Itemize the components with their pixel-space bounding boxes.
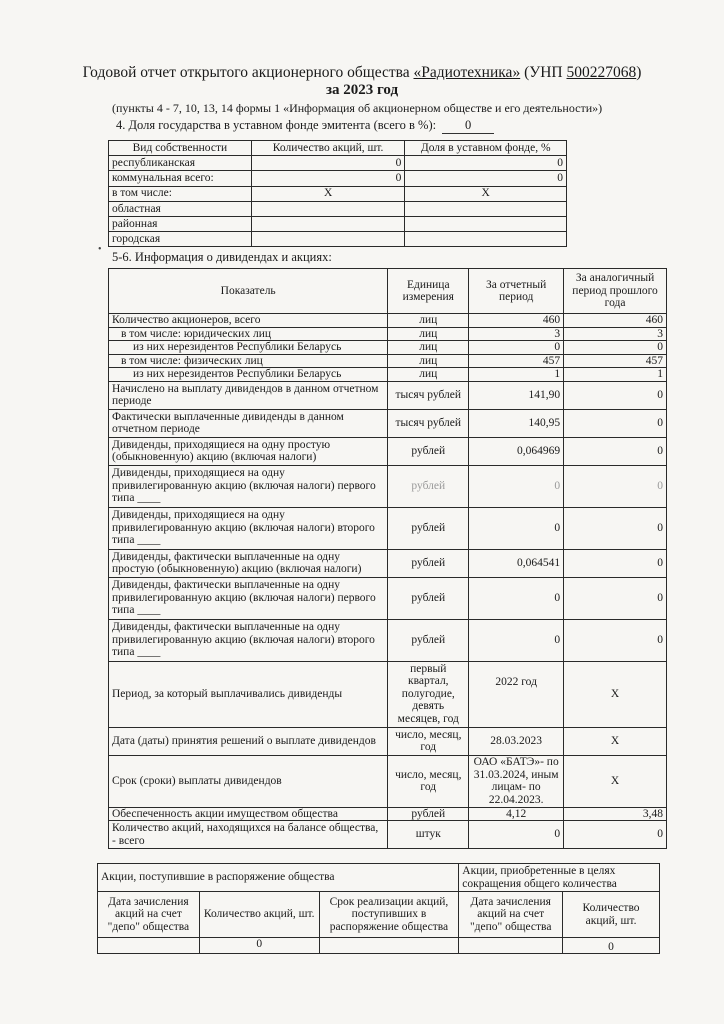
own-shares-table — [97, 863, 660, 954]
table-header-row — [109, 141, 567, 156]
current-value: 0 — [469, 507, 564, 549]
table-row — [109, 341, 667, 355]
ownership-type: в том числе: — [109, 186, 252, 201]
current-value: 0,064969 — [469, 437, 564, 465]
indicator: из них нерезидентов Республики Беларусь — [109, 368, 388, 382]
ownership-type: республиканская — [109, 156, 252, 171]
report-note: (пункты 4 - 7, 10, 13, 14 формы 1 «Информация об акционерном обществе и его деятельности») — [112, 101, 603, 115]
ownership-type: коммунальная всего: — [109, 171, 252, 186]
table-row — [109, 727, 667, 755]
table-row — [109, 368, 667, 382]
section4-heading — [116, 118, 494, 134]
indicator: в том числе: юридических лиц — [109, 327, 388, 341]
section4-label: 4. Доля государства в уставном фонде эмитента (всего в %): — [116, 118, 437, 132]
current-value: 2022 год — [469, 661, 564, 727]
col-header: Доля в уставном фонде, % — [405, 141, 567, 156]
unit: тысяч рублей — [388, 409, 469, 437]
previous-value: 0 — [564, 549, 667, 577]
previous-value: 3,48 — [564, 807, 667, 821]
previous-value: X — [564, 755, 667, 807]
current-value: 0 — [469, 821, 564, 849]
table-row — [109, 156, 567, 171]
indicator: Дивиденды, приходящиеся на одну привилегированную акцию (включая налоги) второго типа ____ — [109, 507, 388, 549]
ownership-table — [108, 140, 567, 247]
unit: рублей — [388, 549, 469, 577]
shares-count: X — [251, 186, 405, 201]
current-value: 3 — [469, 327, 564, 341]
company-name: «Радиотехника» — [413, 64, 521, 81]
col-header: Дата зачисления акций на счет "депо" общества — [98, 892, 200, 938]
indicator: в том числе: физических лиц — [109, 354, 388, 368]
indicator: Дата (даты) принятия решений о выплате дивидендов — [109, 727, 388, 755]
current-value: 457 — [469, 354, 564, 368]
state-share-value: 0 — [442, 118, 494, 134]
table-row — [109, 821, 667, 849]
previous-value: 0 — [564, 341, 667, 355]
previous-value: 0 — [564, 465, 667, 507]
shares-count: 0 — [563, 938, 660, 954]
current-value: 0,064541 — [469, 549, 564, 577]
col-header: Количество акций, шт. — [251, 141, 405, 156]
previous-value: 0 — [564, 821, 667, 849]
indicator: Срок (сроки) выплаты дивидендов — [109, 755, 388, 807]
previous-value: 3 — [564, 327, 667, 341]
table-row — [109, 755, 667, 807]
col-header: Показатель — [109, 269, 388, 314]
table-header-row — [98, 892, 660, 938]
indicator: из них нерезидентов Республики Беларусь — [109, 341, 388, 355]
indicator: Количество акций, находящихся на балансе общества, - всего — [109, 821, 388, 849]
share-pct — [405, 201, 567, 216]
col-header: Количество акций, шт. — [563, 892, 660, 938]
group-header-row — [98, 864, 660, 892]
indicator: Дивиденды, фактически выплаченные на одну привилегированную акцию (включая налоги) второго типа ____ — [109, 619, 388, 661]
report-title — [0, 64, 724, 82]
previous-value: 1 — [564, 368, 667, 382]
section56-heading: 5-6. Информация о дивидендах и акциях: — [112, 250, 332, 264]
shares-count: 0 — [251, 156, 405, 171]
table-row — [109, 171, 567, 186]
scan-mark: • — [98, 244, 102, 255]
current-value: 0 — [469, 619, 564, 661]
table-row — [109, 201, 567, 216]
table-row — [109, 549, 667, 577]
current-value: 460 — [469, 314, 564, 328]
current-value: 0 — [469, 465, 564, 507]
current-value: 4,12 — [469, 807, 564, 821]
table-row — [109, 807, 667, 821]
title-prefix: Годовой отчет открытого акционерного общества — [82, 64, 414, 81]
table-row — [109, 327, 667, 341]
share-pct — [405, 216, 567, 231]
group-header-received: Акции, поступившие в распоряжение общества — [98, 864, 459, 892]
unit: лиц — [388, 314, 469, 328]
unit: рублей — [388, 507, 469, 549]
report-year: за 2023 год — [325, 82, 399, 98]
col-header: Дата зачисления акций на счет "депо" общества — [459, 892, 563, 938]
col-header: Единица измерения — [388, 269, 469, 314]
share-pct — [405, 232, 567, 247]
share-pct: X — [405, 186, 567, 201]
table-row — [109, 619, 667, 661]
deposit-date — [98, 938, 200, 954]
unit: число, месяц, год — [388, 727, 469, 755]
table-row — [109, 577, 667, 619]
table-row — [109, 216, 567, 231]
unit: рублей — [388, 619, 469, 661]
indicator: Дивиденды, фактически выплаченные на одну простую (обыкновенную) акцию (включая налоги) — [109, 549, 388, 577]
col-header: За отчетный период — [469, 269, 564, 314]
indicator: Дивиденды, приходящиеся на одну привилегированную акцию (включая налоги) первого типа ____ — [109, 465, 388, 507]
previous-value: 0 — [564, 381, 667, 409]
shares-count — [251, 232, 405, 247]
unit: лиц — [388, 327, 469, 341]
unit: рублей — [388, 807, 469, 821]
unit: число, месяц, год — [388, 755, 469, 807]
unit: тысяч рублей — [388, 381, 469, 409]
unp-number: 500227068 — [566, 64, 637, 81]
current-value: 141,90 — [469, 381, 564, 409]
unp-suffix: ) — [636, 64, 642, 81]
unp-prefix: (УНП — [520, 64, 567, 81]
ownership-type: областная — [109, 201, 252, 216]
table-row — [109, 507, 667, 549]
indicator: Период, за который выплачивались дивиденды — [109, 661, 388, 727]
table-row — [109, 661, 667, 727]
current-value: ОАО «БАТЭ»- по 31.03.2024, иным лицам- по 22.04.2023. — [469, 755, 564, 807]
unit: рублей — [388, 577, 469, 619]
share-pct: 0 — [405, 156, 567, 171]
current-value: 140,95 — [469, 409, 564, 437]
col-header: Вид собственности — [109, 141, 252, 156]
share-pct: 0 — [405, 171, 567, 186]
previous-value: 0 — [564, 577, 667, 619]
unit: лиц — [388, 368, 469, 382]
previous-value: 457 — [564, 354, 667, 368]
previous-value: 0 — [564, 437, 667, 465]
current-value: 28.03.2023 — [469, 727, 564, 755]
unit: рублей — [388, 465, 469, 507]
unit: первый квартал, полугодие, девять месяцев, год — [388, 661, 469, 727]
dividends-table — [108, 268, 667, 849]
shares-count: 0 — [199, 938, 319, 954]
previous-value: 0 — [564, 619, 667, 661]
previous-value: 0 — [564, 507, 667, 549]
table-row — [109, 232, 567, 247]
previous-value: X — [564, 661, 667, 727]
table-header-row — [109, 269, 667, 314]
shares-count — [251, 216, 405, 231]
previous-value: 460 — [564, 314, 667, 328]
shares-count: 0 — [251, 171, 405, 186]
deposit-date — [459, 938, 563, 954]
current-value: 1 — [469, 368, 564, 382]
sale-deadline — [319, 938, 459, 954]
ownership-type: районная — [109, 216, 252, 231]
indicator: Дивиденды, фактически выплаченные на одну привилегированную акцию (включая налоги) первого типа ____ — [109, 577, 388, 619]
unit: рублей — [388, 437, 469, 465]
table-row — [109, 314, 667, 328]
shares-count — [251, 201, 405, 216]
unit: лиц — [388, 341, 469, 355]
table-row — [109, 465, 667, 507]
indicator: Начислено на выплату дивидендов в данном отчетном периоде — [109, 381, 388, 409]
group-header-acquired: Акции, приобретенные в целях сокращения общего количества — [459, 864, 660, 892]
unit: лиц — [388, 354, 469, 368]
previous-value: 0 — [564, 409, 667, 437]
indicator: Фактически выплаченные дивиденды в данном отчетном периоде — [109, 409, 388, 437]
indicator: Количество акционеров, всего — [109, 314, 388, 328]
table-row — [109, 381, 667, 409]
current-value: 0 — [469, 341, 564, 355]
col-header: Количество акций, шт. — [199, 892, 319, 938]
col-header: Срок реализации акций, поступивших в распоряжение общества — [319, 892, 459, 938]
current-value: 0 — [469, 577, 564, 619]
table-row — [109, 186, 567, 201]
table-row — [109, 437, 667, 465]
indicator: Дивиденды, приходящиеся на одну простую (обыкновенную) акцию (включая налоги) — [109, 437, 388, 465]
unit: штук — [388, 821, 469, 849]
indicator: Обеспеченность акции имуществом общества — [109, 807, 388, 821]
ownership-type: городская — [109, 232, 252, 247]
col-header: За аналогичный период прошлого года — [564, 269, 667, 314]
table-row — [98, 938, 660, 954]
previous-value: X — [564, 727, 667, 755]
table-row — [109, 354, 667, 368]
table-row — [109, 409, 667, 437]
